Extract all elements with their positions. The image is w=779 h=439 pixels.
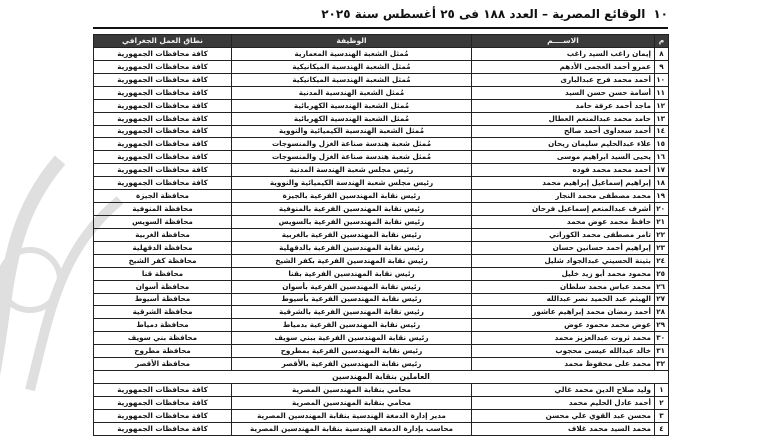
member-name: أحمد محمد فرج عبدالبارى — [472, 73, 655, 86]
member-name: عمرو أحمد العجمى الأدهم — [472, 60, 655, 73]
table-row — [94, 358, 669, 371]
table-row — [94, 86, 669, 99]
member-name: عوض محمد محمود عوض — [472, 319, 655, 332]
member-name: ماجد أحمد عرفة حامد — [472, 99, 655, 112]
table-row — [94, 409, 669, 422]
row-number: ٢٦ — [655, 280, 669, 293]
member-name: إيمان راغب السيد راغب — [472, 48, 655, 61]
work-area: كافة محافظات الجمهورية — [94, 73, 232, 86]
row-number: ٢٠ — [655, 203, 669, 216]
member-name: إبراهيم إسماعيل إبراهيم محمد — [472, 177, 655, 190]
work-area: محافظة مطروح — [94, 345, 232, 358]
work-area: محافظة المنوفية — [94, 203, 232, 216]
member-role: رئيس نقابة المهندسين الفرعية بالأقصر — [232, 358, 472, 371]
work-area: كافة محافظات الجمهورية — [94, 383, 232, 396]
member-name: محمد ثروت عبدالعزيز محمد — [472, 332, 655, 345]
work-area: كافة محافظات الجمهورية — [94, 125, 232, 138]
table-row — [94, 241, 669, 254]
table-row — [94, 99, 669, 112]
row-number: ١٥ — [655, 138, 669, 151]
row-number: ٢٩ — [655, 319, 669, 332]
row-number: ٢١ — [655, 215, 669, 228]
member-role: رئيس نقابة المهندسين الفرعية بأسوان — [232, 280, 472, 293]
member-role: مُمثل الشعبة الهندسية الميكانيكية — [232, 73, 472, 86]
row-number: ١٠ — [655, 73, 669, 86]
member-role: رئيس نقابة المهندسين الفرعية بأسيوط — [232, 293, 472, 306]
work-area: محافظة أسيوط — [94, 293, 232, 306]
page-number: ١٠ — [653, 7, 668, 21]
work-area: كافة محافظات الجمهورية — [94, 99, 232, 112]
member-role: مُمثل الشعبة الهندسية الكهربائية — [232, 99, 472, 112]
row-number: ٩ — [655, 60, 669, 73]
table-row — [94, 125, 669, 138]
work-area: كافة محافظات الجمهورية — [94, 112, 232, 125]
work-area: محافظة دمياط — [94, 319, 232, 332]
table-row — [94, 306, 669, 319]
member-role: رئيس نقابة المهندسين الفرعية بالسويس — [232, 215, 472, 228]
row-number: ٢٧ — [655, 293, 669, 306]
member-role: مُمثل الشعبة الهندسية الكهربائية — [232, 112, 472, 125]
table-row — [94, 60, 669, 73]
members-table — [93, 34, 669, 436]
col-header-area: نطاق العمل الجغرافي — [94, 35, 232, 48]
row-number: ٢ — [655, 396, 669, 409]
member-role: مُمثل الشعبة الهندسية المعمارية — [232, 48, 472, 61]
member-name: حافظ محمد عوض محمد — [472, 215, 655, 228]
row-number: ٣ — [655, 409, 669, 422]
row-number: ٢٤ — [655, 254, 669, 267]
row-number: ١٧ — [655, 164, 669, 177]
table-row — [94, 73, 669, 86]
table-row — [94, 383, 669, 396]
member-role: مُمثل الشعبة الهندسية الميكانيكية — [232, 60, 472, 73]
work-area: محافظة بني سويف — [94, 332, 232, 345]
work-area: محافظة كفر الشيخ — [94, 254, 232, 267]
row-number: ١١ — [655, 86, 669, 99]
member-name: محمد عباس محمد سلطان — [472, 280, 655, 293]
header-rule — [93, 27, 668, 29]
work-area: كافة محافظات الجمهورية — [94, 422, 232, 435]
table-row — [94, 151, 669, 164]
member-name: بثينة الحسيني عبدالجواد شليل — [472, 254, 655, 267]
member-role: محاسب بإدارة الدمغة الهندسية بنقابة المهندسين المصرية — [232, 422, 472, 435]
member-name: حامد محمد عبدالمنعم العطال — [472, 112, 655, 125]
row-number: ١٢ — [655, 99, 669, 112]
row-number: ٢٣ — [655, 241, 669, 254]
member-name: إبراهيم أحمد حسانين حسان — [472, 241, 655, 254]
col-header-role: الوظيفة — [232, 35, 472, 48]
table-row — [94, 267, 669, 280]
member-role: رئيس نقابة المهندسين الفرعية بدمياط — [232, 319, 472, 332]
issue-title: الوقائع المصرية – العدد ١٨٨ فى ٢٥ أغسطس سنة ٢٠٢٥ — [321, 7, 646, 21]
table-row — [94, 48, 669, 61]
row-number: ٢٨ — [655, 306, 669, 319]
row-number: ١٩ — [655, 190, 669, 203]
member-role: رئيس نقابة المهندسين الفرعية بقنا — [232, 267, 472, 280]
row-number: ٨ — [655, 48, 669, 61]
table-row — [94, 332, 669, 345]
work-area: محافظة الغربية — [94, 228, 232, 241]
col-header-name: الاســــم — [472, 35, 655, 48]
member-name: وليد صلاح الدين محمد غالي — [472, 383, 655, 396]
table-row — [94, 396, 669, 409]
row-number: ١٨ — [655, 177, 669, 190]
col-header-number: م — [655, 35, 669, 48]
table-row — [94, 112, 669, 125]
member-role: مُمثل شعبة هندسة صناعة الغزل والمنسوجات — [232, 151, 472, 164]
member-role: مُمثل الشعبة الهندسية المدنية — [232, 86, 472, 99]
member-role: محامي بنقابة المهندسين المصرية — [232, 396, 472, 409]
member-role: رئيس نقابة المهندسين الفرعية بالغربية — [232, 228, 472, 241]
member-name: الهيثم عبد الحميد نصر عبدالله — [472, 293, 655, 306]
member-role: رئيس نقابة المهندسين الفرعية بالدقهلية — [232, 241, 472, 254]
member-name: أسامة حسن حسن السيد — [472, 86, 655, 99]
member-name: محسن عبد القوي علي محسن — [472, 409, 655, 422]
row-number: ٤ — [655, 422, 669, 435]
member-name: محمود محمد أبو زيد خليل — [472, 267, 655, 280]
work-area: كافة محافظات الجمهورية — [94, 60, 232, 73]
table-row — [94, 164, 669, 177]
work-area: كافة محافظات الجمهورية — [94, 164, 232, 177]
member-role: رئيس نقابة المهندسين الفرعية بالمنوفية — [232, 203, 472, 216]
member-name: أحمد رمضان محمد إبراهيم عاشور — [472, 306, 655, 319]
work-area: محافظة السويس — [94, 215, 232, 228]
work-area: كافة محافظات الجمهورية — [94, 138, 232, 151]
table-row — [94, 203, 669, 216]
page-header — [93, 2, 668, 26]
work-area: كافة محافظات الجمهورية — [94, 48, 232, 61]
member-role: رئيس نقابة المهندسين الفرعية بكفر الشيخ — [232, 254, 472, 267]
section-row — [94, 371, 669, 384]
member-name: خالد عبدالله عيسى محجوب — [472, 345, 655, 358]
row-number: ١ — [655, 383, 669, 396]
section-title: العاملين بنقابة المهندسين — [94, 371, 669, 384]
member-role: رئيس مجلس شعبة الهندسة الكيميائية والنووية — [232, 177, 472, 190]
member-name: محمد السيد محمد غلاف — [472, 422, 655, 435]
member-name: أحمد عادل الحليم محمد — [472, 396, 655, 409]
table-row — [94, 319, 669, 332]
member-name: أحمد محمد محمد فوده — [472, 164, 655, 177]
row-number: ١٤ — [655, 125, 669, 138]
table-row — [94, 422, 669, 435]
member-role: مدير إدارة الدمغة الهندسية بنقابة المهندسين المصرية — [232, 409, 472, 422]
row-number: ٢٥ — [655, 267, 669, 280]
member-role: رئيس نقابة المهندسين الفرعية بالشرقية — [232, 306, 472, 319]
work-area: محافظة أسوان — [94, 280, 232, 293]
member-role: رئيس نقابة المهندسين الفرعية ببني سويف — [232, 332, 472, 345]
table-row — [94, 138, 669, 151]
work-area: محافظة الدقهلية — [94, 241, 232, 254]
member-name: محمد مصطفى محمد النجار — [472, 190, 655, 203]
table-row — [94, 345, 669, 358]
member-name: أحمد سعداوى أحمد صالح — [472, 125, 655, 138]
member-name: محمد على محفوظ محمد — [472, 358, 655, 371]
work-area: محافظة قنا — [94, 267, 232, 280]
member-role: محامي بنقابة المهندسين المصرية — [232, 383, 472, 396]
work-area: كافة محافظات الجمهورية — [94, 86, 232, 99]
member-role: رئيس نقابة المهندسين الفرعية بالجيزة — [232, 190, 472, 203]
row-number: ٣١ — [655, 345, 669, 358]
member-role: مُمثل شعبة هندسة صناعة الغزل والمنسوجات — [232, 138, 472, 151]
table-header-row — [94, 35, 669, 48]
table-row — [94, 177, 669, 190]
member-role: رئيس نقابة المهندسين الفرعية بمطروح — [232, 345, 472, 358]
work-area: كافة محافظات الجمهورية — [94, 396, 232, 409]
member-role: مُمثل الشعبة الهندسية الكيميائية والنووية — [232, 125, 472, 138]
work-area: كافة محافظات الجمهورية — [94, 177, 232, 190]
work-area: محافظة الشرقية — [94, 306, 232, 319]
table-row — [94, 293, 669, 306]
row-number: ٣٠ — [655, 332, 669, 345]
work-area: محافظة الجيزة — [94, 190, 232, 203]
table-row — [94, 215, 669, 228]
member-name: أشرف عبدالمنعم إسماعيل فرحان — [472, 203, 655, 216]
table-row — [94, 228, 669, 241]
work-area: كافة محافظات الجمهورية — [94, 409, 232, 422]
row-number: ١٦ — [655, 151, 669, 164]
row-number: ١٣ — [655, 112, 669, 125]
work-area: محافظة الأقصر — [94, 358, 232, 371]
member-role: رئيس مجلس شعبة الهندسة المدنية — [232, 164, 472, 177]
row-number: ٣٢ — [655, 358, 669, 371]
member-name: تامر مصطفى محمد الكوراني — [472, 228, 655, 241]
member-name: يحيى السيد ابراهيم موسى — [472, 151, 655, 164]
row-number: ٢٢ — [655, 228, 669, 241]
table-row — [94, 280, 669, 293]
table-row — [94, 190, 669, 203]
table-row — [94, 254, 669, 267]
work-area: كافة محافظات الجمهورية — [94, 151, 232, 164]
member-name: علاء عبدالحليم سليمان ريحان — [472, 138, 655, 151]
